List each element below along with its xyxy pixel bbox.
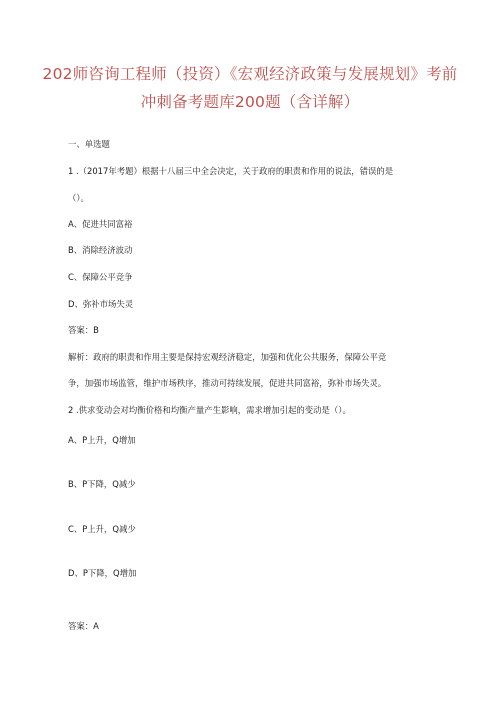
question-1-stem-line-2: （）。 — [68, 193, 89, 203]
question-2-answer: 答案：A — [68, 621, 99, 631]
question-2-option-a: A、P上升，Q增加 — [68, 435, 136, 445]
document-title-line-1: 202师咨询工程师（投资）《宏观经济政策与发展规划》考前 — [42, 65, 458, 83]
question-1-stem-line-1: 1 .（2017年考题）根据十八届三中全会决定，关于政府的职责和作用的说法，错误的是 — [68, 166, 394, 176]
question-2-option-d: D、P下降，Q增加 — [68, 568, 137, 578]
question-2-option-c: C、P上升，Q减少 — [68, 524, 136, 534]
question-2-stem: 2 .供求变动会对均衡价格和均衡产量产生影响，需求增加引起的变动是（）。 — [68, 405, 351, 415]
question-1-analysis-line-2: 争，加强市场监管，维护市场秩序，推动可持续发展，促进共同富裕，弥补市场失灵。 — [68, 378, 387, 388]
question-1-option-a: A、促进共同富裕 — [68, 219, 133, 229]
question-1-answer: 答案：B — [68, 325, 99, 335]
question-1-option-d: D、弥补市场失灵 — [68, 299, 134, 309]
question-2-option-b: B、P下降，Q减少 — [68, 479, 136, 489]
question-1-option-c: C、保障公平竞争 — [68, 272, 133, 282]
section-heading: 一、单选题 — [68, 139, 110, 149]
document-title-line-2: 冲刺备考题库200题（含详解） — [140, 93, 360, 111]
question-1-analysis-line-1: 解析：政府的职责和作用主要是保持宏观经济稳定，加强和优化公共服务，保障公平竞 — [68, 352, 387, 362]
question-1-option-b: B、消除经济波动 — [68, 245, 133, 255]
